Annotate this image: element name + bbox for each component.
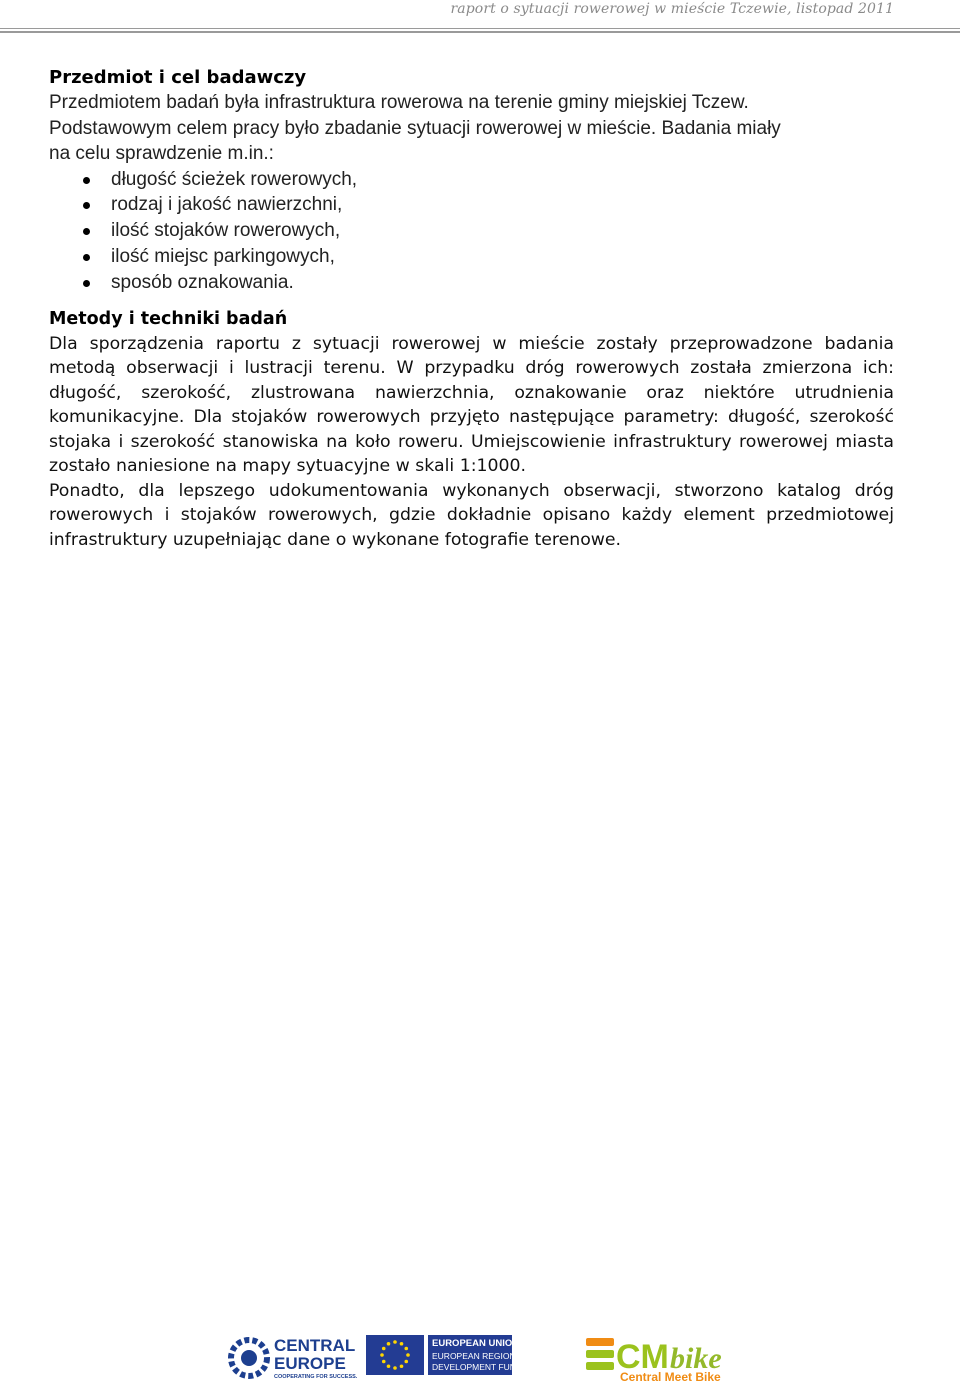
running-header: raport o sytuacji rowerowej w mieście Tczewie, listopad 2011 xyxy=(450,1,894,17)
bullet-icon xyxy=(83,177,90,184)
header-rule-thick xyxy=(0,31,960,33)
svg-text:CM: CM xyxy=(616,1338,669,1376)
bullet-icon xyxy=(83,254,90,261)
header-rule xyxy=(0,28,960,33)
svg-text:DEVELOPMENT FUND: DEVELOPMENT FUND xyxy=(432,1362,523,1372)
header-rule-thin xyxy=(0,28,960,29)
list-item: rodzaj i jakość nawierzchni, xyxy=(49,192,894,218)
section-heading-subject: Przedmiot i cel badawczy xyxy=(49,67,307,88)
svg-text:COOPERATING FOR SUCCESS.: COOPERATING FOR SUCCESS. xyxy=(274,1374,358,1380)
list-item: długość ścieżek rowerowych, xyxy=(49,167,894,193)
svg-text:bike: bike xyxy=(670,1342,722,1375)
bullet-icon xyxy=(83,280,90,287)
eu-star-icon xyxy=(404,1347,408,1351)
eu-star-icon xyxy=(406,1353,410,1357)
document-body xyxy=(49,65,894,552)
eu-star-icon xyxy=(400,1342,404,1346)
eu-star-icon xyxy=(382,1360,386,1364)
eu-flag-logo xyxy=(366,1335,526,1379)
intro-line-3: na celu sprawdzenie m.in.: xyxy=(49,143,274,164)
methods-paragraph-2: Ponadto, dla lepszego udokumentowania wykonanych obserwacji, stworzono katalog dróg rowerowych i stojaków rowerowych, gdzie dokładnie opisano każdy element przedmiotowej infrastruktury uzupełniając dane o wykonane fotografie terenowe. xyxy=(49,480,894,550)
scope-list xyxy=(49,167,894,296)
cmbike-logo xyxy=(584,1330,740,1384)
svg-text:CENTRAL: CENTRAL xyxy=(274,1336,356,1355)
list-item: ilość miejsc parkingowych, xyxy=(49,244,894,270)
eu-star-icon xyxy=(387,1364,391,1368)
svg-text:EUROPEAN UNION: EUROPEAN UNION xyxy=(432,1338,520,1349)
methods-paragraph-1: Dla sporządzenia raportu z sytuacji rowerowej w mieście zostały przeprowadzone badania metodą obserwacji i lustracji terenu. W przypadku dróg rowerowych została zmierzona ich: długość, szerokość, zlustrowana nawierzchnia, oznakowanie oraz niektóre utrudnienia komunikacyjne. Dla stojaków rowerowych przyjęto następujące parametry: długość, szerokość stojaka i szerokość stanowiska na koło roweru. Umiejscowienie infrastruktury rowerowej miasta zostało naniesione na mapy sytuacyjne w skali 1:1000. xyxy=(49,333,894,477)
list-item: sposób oznakowania. xyxy=(49,270,894,296)
bike-stripe-icon xyxy=(586,1338,614,1346)
list-item: ilość stojaków rowerowych, xyxy=(49,218,894,244)
svg-text:EUROPE: EUROPE xyxy=(274,1354,346,1373)
bullet-icon xyxy=(83,228,90,235)
central-europe-logo xyxy=(226,1334,358,1380)
section-heading-methods: Metody i techniki badań xyxy=(49,309,288,330)
svg-text:Central Meet Bike: Central Meet Bike xyxy=(620,1370,721,1384)
svg-text:EUROPEAN REGIONAL: EUROPEAN REGIONAL xyxy=(432,1351,526,1361)
star-ring-icon xyxy=(231,1340,267,1376)
intro-line-2: Podstawowym celem pracy było zbadanie sytuacji rowerowej w mieście. Badania miały xyxy=(49,117,781,139)
methods-section xyxy=(49,307,894,552)
eu-star-icon xyxy=(382,1347,386,1351)
eu-star-icon xyxy=(393,1366,397,1370)
eu-star-icon xyxy=(400,1364,404,1368)
eu-star-icon xyxy=(380,1353,384,1357)
footer-logos xyxy=(0,1328,960,1388)
intro-line-1: Przedmiotem badań była infrastruktura rowerowa na terenie gminy miejskiej Tczew. xyxy=(49,92,749,113)
eu-star-icon xyxy=(387,1342,391,1346)
eu-star-icon xyxy=(393,1340,397,1344)
eu-star-icon xyxy=(404,1360,408,1364)
bullet-icon xyxy=(83,202,90,209)
